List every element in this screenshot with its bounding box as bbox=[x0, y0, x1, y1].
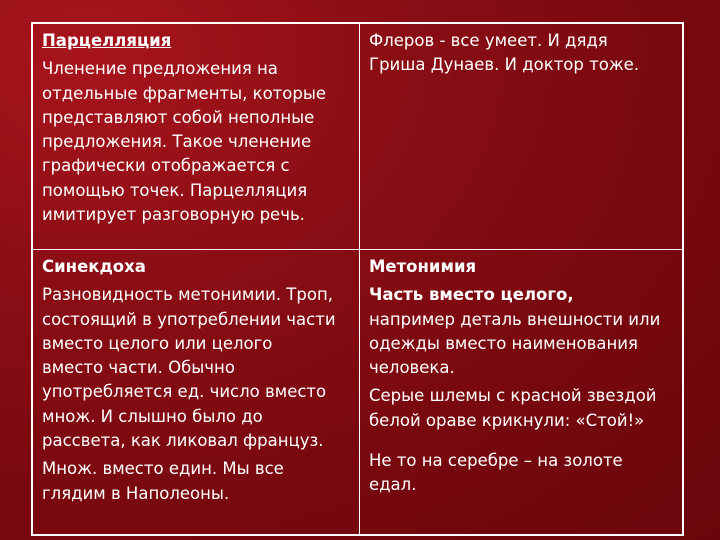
cell-synecdoche bbox=[33, 250, 360, 534]
definition-line: предложения. Такое членение bbox=[42, 132, 312, 152]
definition-line: графически отображается с bbox=[42, 156, 290, 176]
definition-line: вместо части. Обычно bbox=[42, 358, 235, 378]
metonymy-subtitle: Часть вместо целого, bbox=[369, 285, 574, 305]
example-line: Серые шлемы с красной звездой bbox=[369, 386, 657, 406]
cell-metonymy bbox=[360, 250, 682, 534]
definition-line: отдельные фрагменты, которые bbox=[42, 83, 327, 103]
definition-line: одежды вместо наименования bbox=[369, 333, 638, 353]
definition-line: вместо целого или целого bbox=[42, 333, 273, 353]
definition-line: состоящий в употреблении части bbox=[42, 309, 336, 329]
definition-line: Разновидность метонимии. Троп, bbox=[42, 285, 333, 305]
example-line: едал. bbox=[369, 475, 417, 495]
definition-line: представляют собой неполные bbox=[42, 107, 315, 127]
example-line: Множ. вместо един. Мы все bbox=[42, 459, 284, 479]
definition-line: человека. bbox=[369, 358, 455, 378]
term-synecdoche: Синекдоха bbox=[42, 257, 146, 276]
example-line: Флеров - все умеет. И дядя bbox=[369, 31, 608, 50]
definition-line: множ. И слышно было до bbox=[42, 406, 263, 426]
definition-line: Членение предложения на bbox=[42, 59, 278, 79]
cell-parcellation-example bbox=[360, 24, 682, 250]
definition-line: например деталь внешности или bbox=[369, 309, 661, 329]
example-line: белой ораве крикнули: «Стой!» bbox=[369, 410, 645, 430]
example-line: глядим в Наполеоны. bbox=[42, 483, 230, 503]
definition-line: помощью точек. Парцелляция bbox=[42, 180, 308, 200]
example-line: Гриша Дунаев. И доктор тоже. bbox=[369, 55, 640, 75]
definition-line: употребляется ед. число вместо bbox=[42, 382, 327, 402]
content-table bbox=[31, 22, 684, 536]
definition-line: рассвета, как ликовал француз. bbox=[42, 431, 324, 451]
cell-parcellation bbox=[33, 24, 360, 250]
term-parcellation: Парцелляция bbox=[42, 31, 172, 50]
example-line: Не то на серебре – на золоте bbox=[369, 451, 623, 471]
term-metonymy: Метонимия bbox=[369, 257, 477, 276]
definition-line: имитирует разговорную речь. bbox=[42, 205, 305, 225]
